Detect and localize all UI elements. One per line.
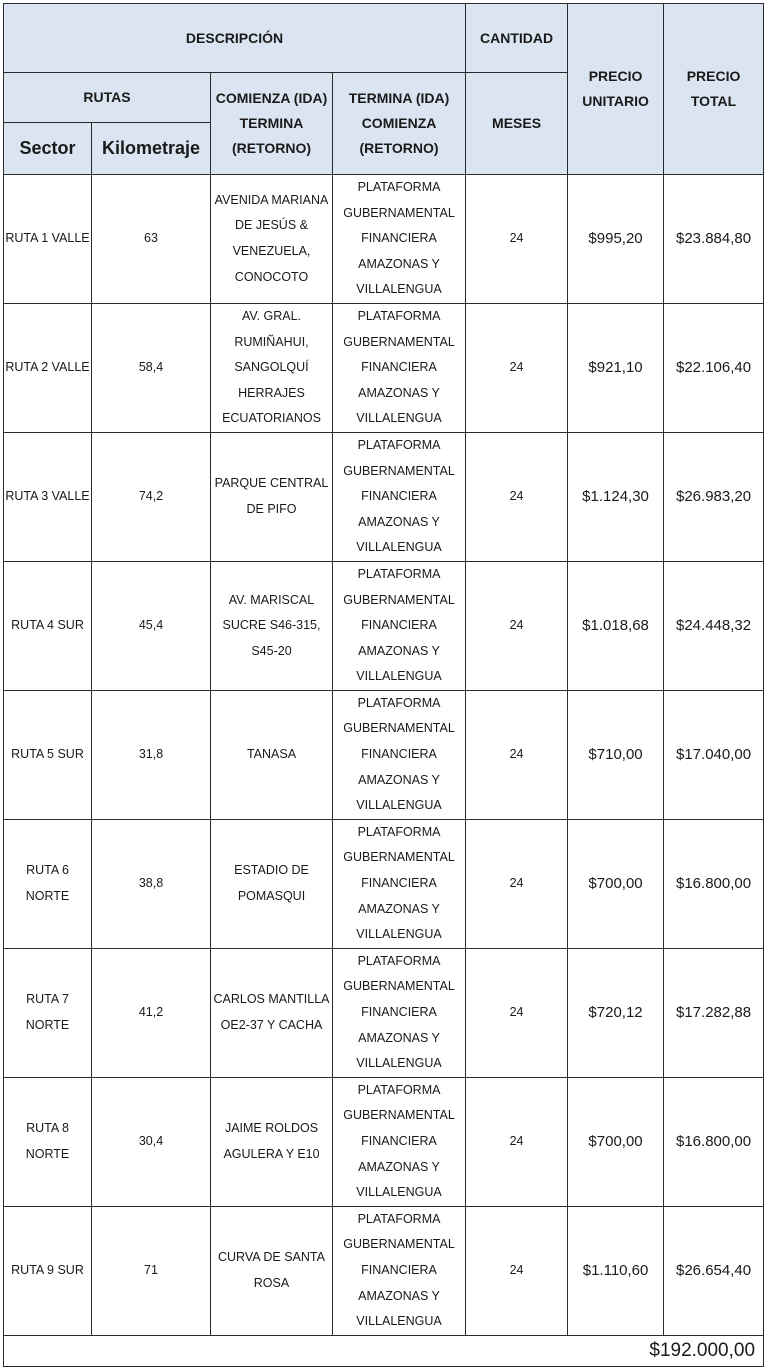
- cell-meses: 24: [466, 561, 568, 690]
- cell-km: 41,2: [92, 948, 211, 1077]
- cell-termina: PLATAFORMA GUBERNAMENTAL FINANCIERA AMAZONAS Y VILLALENGUA: [333, 175, 466, 304]
- table-row: [4, 1077, 764, 1206]
- cell-sector: RUTA 9 SUR: [4, 1206, 92, 1335]
- cell-termina: PLATAFORMA GUBERNAMENTAL FINANCIERA AMAZONAS Y VILLALENGUA: [333, 690, 466, 819]
- cell-km: 45,4: [92, 561, 211, 690]
- header-termina-comienza: TERMINA (IDA) COMIENZA (RETORNO): [333, 73, 466, 175]
- cell-precio-unitario: $921,10: [568, 303, 664, 432]
- grand-total: $192.000,00: [568, 1335, 764, 1366]
- cell-comienza: CURVA DE SANTA ROSA: [211, 1206, 333, 1335]
- header-comienza-termina: COMIENZA (IDA) TERMINA (RETORNO): [211, 73, 333, 175]
- cell-precio-unitario: $710,00: [568, 690, 664, 819]
- cell-meses: 24: [466, 1077, 568, 1206]
- cell-precio-total: $16.800,00: [664, 1077, 764, 1206]
- cell-sector: RUTA 4 SUR: [4, 561, 92, 690]
- cell-precio-unitario: $1.018,68: [568, 561, 664, 690]
- cell-precio-unitario: $720,12: [568, 948, 664, 1077]
- cell-termina: PLATAFORMA GUBERNAMENTAL FINANCIERA AMAZONAS Y VILLALENGUA: [333, 561, 466, 690]
- cell-comienza: PARQUE CENTRAL DE PIFO: [211, 432, 333, 561]
- cell-precio-unitario: $1.110,60: [568, 1206, 664, 1335]
- cell-termina: PLATAFORMA GUBERNAMENTAL FINANCIERA AMAZONAS Y VILLALENGUA: [333, 819, 466, 948]
- footer-blank: [4, 1335, 568, 1366]
- cell-comienza: CARLOS MANTILLA OE2-37 Y CACHA: [211, 948, 333, 1077]
- table-header: [4, 4, 764, 175]
- table-body: [4, 175, 764, 1336]
- cell-precio-total: $22.106,40: [664, 303, 764, 432]
- cell-termina: PLATAFORMA GUBERNAMENTAL FINANCIERA AMAZONAS Y VILLALENGUA: [333, 1206, 466, 1335]
- cell-meses: 24: [466, 432, 568, 561]
- cell-meses: 24: [466, 1206, 568, 1335]
- cell-precio-unitario: $700,00: [568, 819, 664, 948]
- cell-km: 38,8: [92, 819, 211, 948]
- table-row: [4, 432, 764, 561]
- header-precio-unitario: PRECIO UNITARIO: [568, 4, 664, 175]
- cell-termina: PLATAFORMA GUBERNAMENTAL FINANCIERA AMAZONAS Y VILLALENGUA: [333, 948, 466, 1077]
- cell-meses: 24: [466, 948, 568, 1077]
- cell-precio-unitario: $1.124,30: [568, 432, 664, 561]
- header-rutas: RUTAS: [4, 73, 211, 123]
- routes-table: [3, 3, 764, 1367]
- cell-km: 71: [92, 1206, 211, 1335]
- cell-comienza: AV. GRAL. RUMIÑAHUI, SANGOLQUÍ HERRAJES ECUATORIANOS: [211, 303, 333, 432]
- header-cantidad: CANTIDAD: [466, 4, 568, 73]
- cell-precio-total: $24.448,32: [664, 561, 764, 690]
- cell-sector: RUTA 6 NORTE: [4, 819, 92, 948]
- cell-precio-total: $16.800,00: [664, 819, 764, 948]
- cell-precio-total: $23.884,80: [664, 175, 764, 304]
- cell-sector: RUTA 2 VALLE: [4, 303, 92, 432]
- cell-sector: RUTA 7 NORTE: [4, 948, 92, 1077]
- cell-termina: PLATAFORMA GUBERNAMENTAL FINANCIERA AMAZONAS Y VILLALENGUA: [333, 1077, 466, 1206]
- cell-comienza: ESTADIO DE POMASQUI: [211, 819, 333, 948]
- cell-km: 30,4: [92, 1077, 211, 1206]
- cell-precio-unitario: $700,00: [568, 1077, 664, 1206]
- header-kilometraje: Kilometraje: [92, 123, 211, 175]
- cell-comienza: JAIME ROLDOS AGULERA Y E10: [211, 1077, 333, 1206]
- table-row: [4, 175, 764, 304]
- cell-meses: 24: [466, 303, 568, 432]
- cell-meses: 24: [466, 819, 568, 948]
- header-meses: MESES: [466, 73, 568, 175]
- cell-precio-unitario: $995,20: [568, 175, 664, 304]
- cell-km: 31,8: [92, 690, 211, 819]
- cell-precio-total: $26.654,40: [664, 1206, 764, 1335]
- header-descripcion: DESCRIPCIÓN: [4, 4, 466, 73]
- cell-meses: 24: [466, 175, 568, 304]
- table-row: [4, 948, 764, 1077]
- cell-precio-total: $26.983,20: [664, 432, 764, 561]
- cell-km: 58,4: [92, 303, 211, 432]
- cell-meses: 24: [466, 690, 568, 819]
- cell-termina: PLATAFORMA GUBERNAMENTAL FINANCIERA AMAZONAS Y VILLALENGUA: [333, 303, 466, 432]
- cell-precio-total: $17.040,00: [664, 690, 764, 819]
- cell-comienza: TANASA: [211, 690, 333, 819]
- table-row: [4, 1206, 764, 1335]
- table-row: [4, 819, 764, 948]
- cell-sector: RUTA 5 SUR: [4, 690, 92, 819]
- cell-km: 63: [92, 175, 211, 304]
- table-row: [4, 303, 764, 432]
- cell-termina: PLATAFORMA GUBERNAMENTAL FINANCIERA AMAZONAS Y VILLALENGUA: [333, 432, 466, 561]
- header-precio-total: PRECIO TOTAL: [664, 4, 764, 175]
- cell-sector: RUTA 1 VALLE: [4, 175, 92, 304]
- table-row: [4, 690, 764, 819]
- cell-comienza: AVENIDA MARIANA DE JESÚS & VENEZUELA, CONOCOTO: [211, 175, 333, 304]
- cell-km: 74,2: [92, 432, 211, 561]
- cell-sector: RUTA 3 VALLE: [4, 432, 92, 561]
- cell-comienza: AV. MARISCAL SUCRE S46-315, S45-20: [211, 561, 333, 690]
- cell-sector: RUTA 8 NORTE: [4, 1077, 92, 1206]
- table-row: [4, 561, 764, 690]
- cell-precio-total: $17.282,88: [664, 948, 764, 1077]
- header-sector: Sector: [4, 123, 92, 175]
- table-footer: [4, 1335, 764, 1366]
